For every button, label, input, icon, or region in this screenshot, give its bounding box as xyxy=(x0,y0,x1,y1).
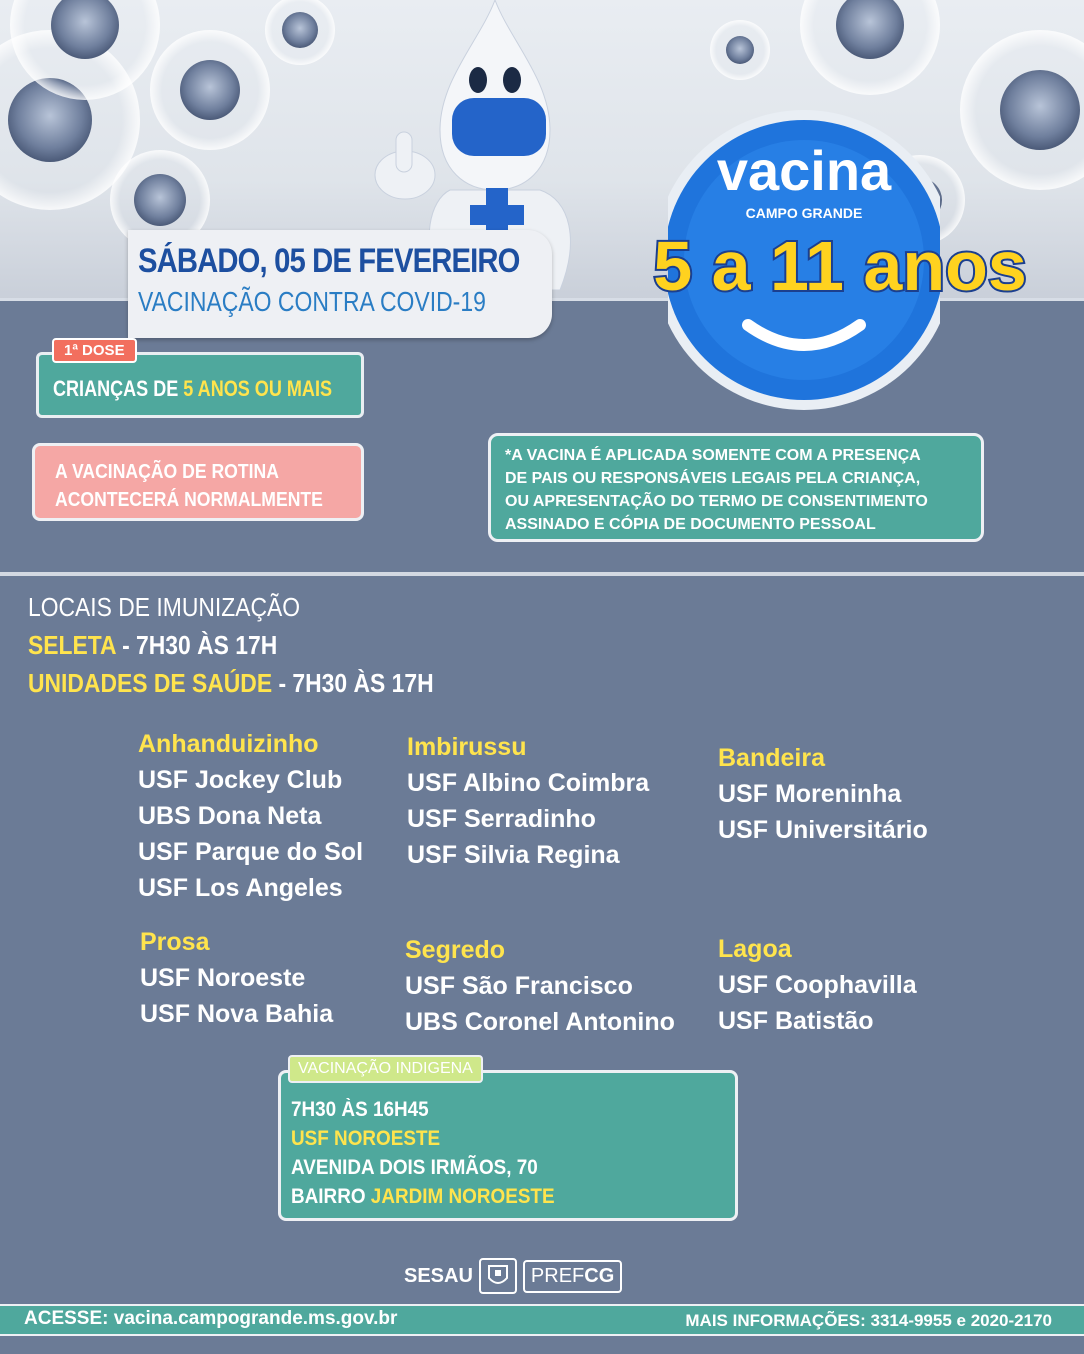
notice-line: OU APRESENTAÇÃO DO TERMO DE CONSENTIMENTO xyxy=(505,493,928,510)
region-name: Bandeira xyxy=(718,744,825,772)
units-name: UNIDADES DE SAÚDE xyxy=(28,668,273,698)
district-prefix: BAIRRO xyxy=(291,1185,371,1208)
region-name: Segredo xyxy=(405,936,506,964)
virus-icon xyxy=(800,0,940,95)
indigenous-details xyxy=(291,1095,555,1211)
region-name: Lagoa xyxy=(718,935,792,963)
indigenous-district xyxy=(291,1182,555,1211)
routine-line: A VACINAÇÃO DE ROTINA xyxy=(55,461,279,483)
health-unit-item: USF Albino Coimbra xyxy=(407,769,650,797)
ages-text: 5 a 11 anos xyxy=(653,227,1027,305)
locations-title: LOCAIS DE IMUNIZAÇÃO xyxy=(28,592,301,622)
health-unit-item: USF Noroeste xyxy=(140,964,306,992)
health-unit-item: USF Jockey Club xyxy=(138,766,343,794)
health-unit-item: USF Coophavilla xyxy=(718,971,917,999)
consent-notice-box xyxy=(488,433,984,542)
seleta-time: - 7H30 ÀS 17H xyxy=(115,630,278,660)
region-name: Imbirussu xyxy=(407,733,527,761)
date-banner xyxy=(128,230,552,338)
region-prosa xyxy=(140,924,333,1032)
health-unit-item: USF Los Angeles xyxy=(138,874,343,902)
virus-icon xyxy=(265,0,335,65)
routine-line: ACONTECERÁ NORMALMENTE xyxy=(55,489,323,511)
first-dose-age: 5 ANOS OU MAIS xyxy=(183,376,332,401)
indigenous-time: 7H30 ÀS 16H45 xyxy=(291,1098,429,1121)
health-unit-item: USF Nova Bahia xyxy=(140,1000,334,1028)
notice-line: *A VACINA É APLICADA SOMENTE COM A PRESENÇA xyxy=(505,447,921,464)
indigenous-address: AVENIDA DOIS IRMÃOS, 70 xyxy=(291,1156,538,1179)
health-unit-item: USF Silvia Regina xyxy=(407,841,620,869)
health-unit-item: UBS Dona Neta xyxy=(138,802,322,830)
government-brand xyxy=(404,1258,622,1294)
virus-icon xyxy=(710,20,770,80)
units-time: - 7H30 ÀS 17H xyxy=(272,668,434,698)
routine-vaccination-box xyxy=(32,443,364,521)
virus-icon xyxy=(150,30,270,150)
region-imbirussu xyxy=(407,729,649,873)
region-bandeira xyxy=(718,740,928,848)
prefcg-logo xyxy=(523,1260,622,1293)
units-schedule xyxy=(28,668,434,699)
logo-city: CAMPO GRANDE xyxy=(745,205,863,221)
indigenous-place: USF NOROESTE xyxy=(291,1127,441,1150)
region-segredo xyxy=(405,932,675,1040)
region-name: Anhanduizinho xyxy=(138,730,319,758)
health-unit-item: USF Parque do Sol xyxy=(138,838,364,866)
health-unit-item: USF Serradinho xyxy=(407,805,596,833)
footer-bar xyxy=(0,1304,1084,1336)
notice-line: DE PAIS OU RESPONSÁVEIS LEGAIS PELA CRIANÇA, xyxy=(505,470,921,487)
health-unit-item: UBS Coronel Antonino xyxy=(405,1008,675,1036)
city-crest-icon xyxy=(479,1258,517,1294)
access-label: ACESSE: xyxy=(24,1308,114,1329)
virus-icon xyxy=(960,30,1084,190)
region-lagoa xyxy=(718,931,917,1039)
sesau-logo-text: SESAU xyxy=(404,1264,473,1287)
health-unit-item: USF Batistão xyxy=(718,1007,874,1035)
website-link[interactable]: vacina.campogrande.ms.gov.br xyxy=(113,1308,398,1329)
indigenous-tag: VACINAÇÃO INDIGENA xyxy=(288,1055,483,1083)
health-unit-item: USF Universitário xyxy=(718,816,928,844)
cg-text: CG xyxy=(584,1264,615,1287)
routine-text xyxy=(55,458,323,514)
consent-notice-text xyxy=(505,444,928,536)
logo-word: vacina xyxy=(716,139,892,202)
district-name: JARDIM NOROESTE xyxy=(370,1185,555,1208)
first-dose-prefix: CRIANÇAS DE xyxy=(53,376,184,401)
notice-line: ASSINADO E CÓPIA DE DOCUMENTO PESSOAL xyxy=(505,516,876,533)
footer-info: MAIS INFORMAÇÕES: 3314-9955 e 2020-2170 xyxy=(685,1311,1052,1330)
date-title: SÁBADO, 05 DE FEVEREIRO xyxy=(138,242,520,280)
region-name: Prosa xyxy=(140,928,210,956)
pref-text: PREF xyxy=(530,1264,585,1287)
health-unit-item: USF Moreninha xyxy=(718,780,902,808)
first-dose-text xyxy=(53,376,332,402)
ages-badge xyxy=(650,222,1030,312)
footer-access xyxy=(24,1308,397,1330)
seleta-schedule xyxy=(28,630,277,661)
indigenous-vaccination-box xyxy=(278,1070,738,1221)
seleta-name: SELETA xyxy=(28,630,116,660)
region-anhanduizinho xyxy=(138,726,363,906)
campaign-subtitle: VACINAÇÃO CONTRA COVID-19 xyxy=(138,286,486,317)
section-divider xyxy=(0,572,1084,576)
first-dose-tag: 1ª DOSE xyxy=(52,338,137,363)
health-unit-item: USF São Francisco xyxy=(405,972,633,1000)
